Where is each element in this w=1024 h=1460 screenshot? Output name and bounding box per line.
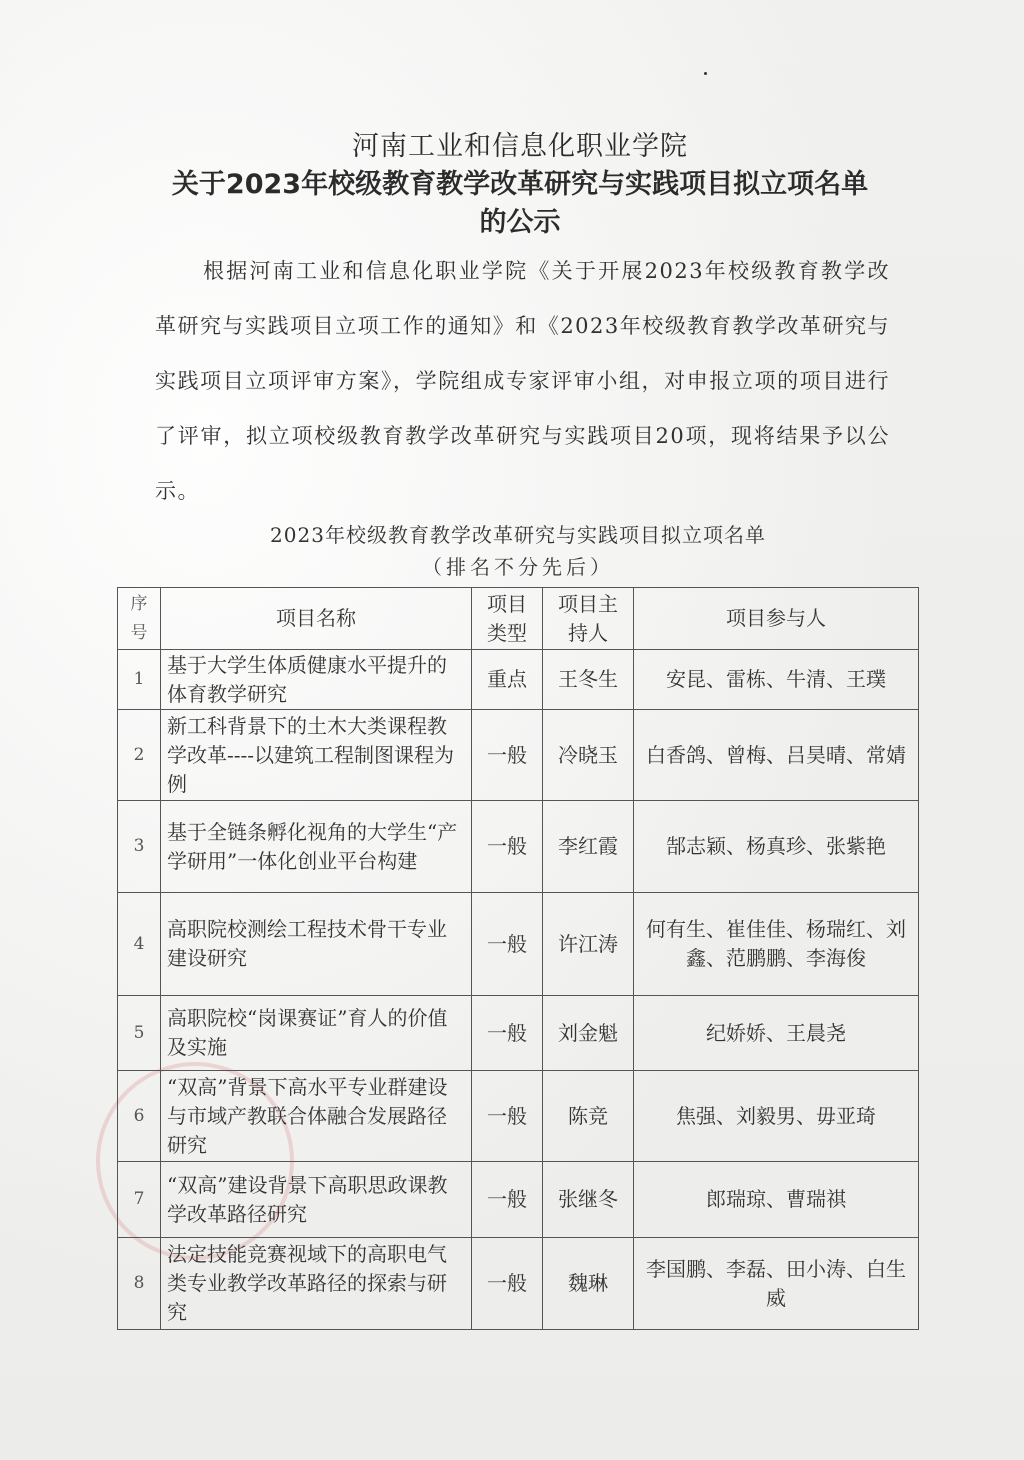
row-name: “双高”建设背景下高职思政课教学改革路径研究	[161, 1162, 472, 1238]
header-type: 项目类型	[472, 588, 543, 650]
title-line-1: 河南工业和信息化职业学院	[352, 131, 688, 162]
row-no: 5	[118, 996, 161, 1071]
row-members: 纪娇娇、王晨尧	[634, 996, 919, 1071]
row-no: 2	[118, 710, 161, 801]
row-no: 8	[118, 1238, 161, 1330]
table-header-row	[118, 588, 919, 650]
table-row	[118, 650, 919, 710]
row-host: 冷晓玉	[543, 710, 634, 801]
row-no: 6	[118, 1071, 161, 1162]
row-members: 何有生、崔佳佳、杨瑞红、刘鑫、范鹏鹏、李海俊	[634, 893, 919, 996]
document-title	[140, 128, 900, 242]
row-host: 陈竞	[543, 1071, 634, 1162]
row-type: 一般	[472, 801, 543, 893]
body-paragraph: 根据河南工业和信息化职业学院《关于开展2023年校级教育教学改革研究与实践项目立项工作的通知》和《2023年校级教育教学改革研究与实践项目立项评审方案》，学院组成专家评审小组，对申报立项的项目进行了评审，拟立项校级教育教学改革研究与实践项目20项，现将结果予以公示。	[155, 259, 890, 503]
row-no: 1	[118, 650, 161, 710]
table-row	[118, 996, 919, 1071]
row-no: 7	[118, 1162, 161, 1238]
row-host: 李红霞	[543, 801, 634, 893]
row-name: 高职院校测绘工程技术骨干专业建设研究	[161, 893, 472, 996]
table-row	[118, 893, 919, 996]
project-table	[117, 587, 919, 1330]
table-row	[118, 801, 919, 893]
row-members: 白香鸽、曾梅、吕昊晴、常婧	[634, 710, 919, 801]
title-line-3: 的公示	[479, 207, 561, 238]
row-no: 3	[118, 801, 161, 893]
header-host: 项目主持人	[543, 588, 634, 650]
row-name: 基于全链条孵化视角的大学生“产学研用”一体化创业平台构建	[161, 801, 472, 893]
table-row	[118, 1071, 919, 1162]
row-name: 新工科背景下的土木大类课程教学改革----以建筑工程制图课程为例	[161, 710, 472, 801]
row-members: 安昆、雷栋、牛清、王璞	[634, 650, 919, 710]
row-name: 高职院校“岗课赛证”育人的价值及实施	[161, 996, 472, 1071]
row-type: 一般	[472, 1071, 543, 1162]
row-type: 一般	[472, 893, 543, 996]
title-line-2: 关于2023年校级教育教学改革研究与实践项目拟立项名单	[171, 169, 869, 200]
table-row	[118, 1162, 919, 1238]
row-host: 魏琳	[543, 1238, 634, 1330]
row-type: 一般	[472, 1162, 543, 1238]
table-row	[118, 710, 919, 801]
row-members: 李国鹏、李磊、田小涛、白生威	[634, 1238, 919, 1330]
row-no: 4	[118, 893, 161, 996]
row-host: 王冬生	[543, 650, 634, 710]
row-members: 郜志颖、杨真珍、张紫艳	[634, 801, 919, 893]
row-host: 刘金魁	[543, 996, 634, 1071]
row-type: 重点	[472, 650, 543, 710]
header-name: 项目名称	[161, 588, 472, 650]
row-type: 一般	[472, 1238, 543, 1330]
scan-speck	[704, 72, 707, 75]
row-type: 一般	[472, 996, 543, 1071]
row-host: 张继冬	[543, 1162, 634, 1238]
row-name: “双高”背景下高水平专业群建设与市域产教联合体融合发展路径研究	[161, 1071, 472, 1162]
header-no: 序号	[118, 588, 161, 650]
table-row	[118, 1238, 919, 1330]
list-subtitle: （排名不分先后）	[422, 555, 614, 579]
header-members: 项目参与人	[634, 588, 919, 650]
row-members: 郎瑞琼、曹瑞祺	[634, 1162, 919, 1238]
row-name: 法定技能竞赛视域下的高职电气类专业教学改革路径的探索与研究	[161, 1238, 472, 1330]
row-host: 许江涛	[543, 893, 634, 996]
list-title: 2023年校级教育教学改革研究与实践项目拟立项名单	[270, 523, 766, 547]
row-members: 焦强、刘毅男、毋亚琦	[634, 1071, 919, 1162]
row-type: 一般	[472, 710, 543, 801]
row-name: 基于大学生体质健康水平提升的体育教学研究	[161, 650, 472, 710]
